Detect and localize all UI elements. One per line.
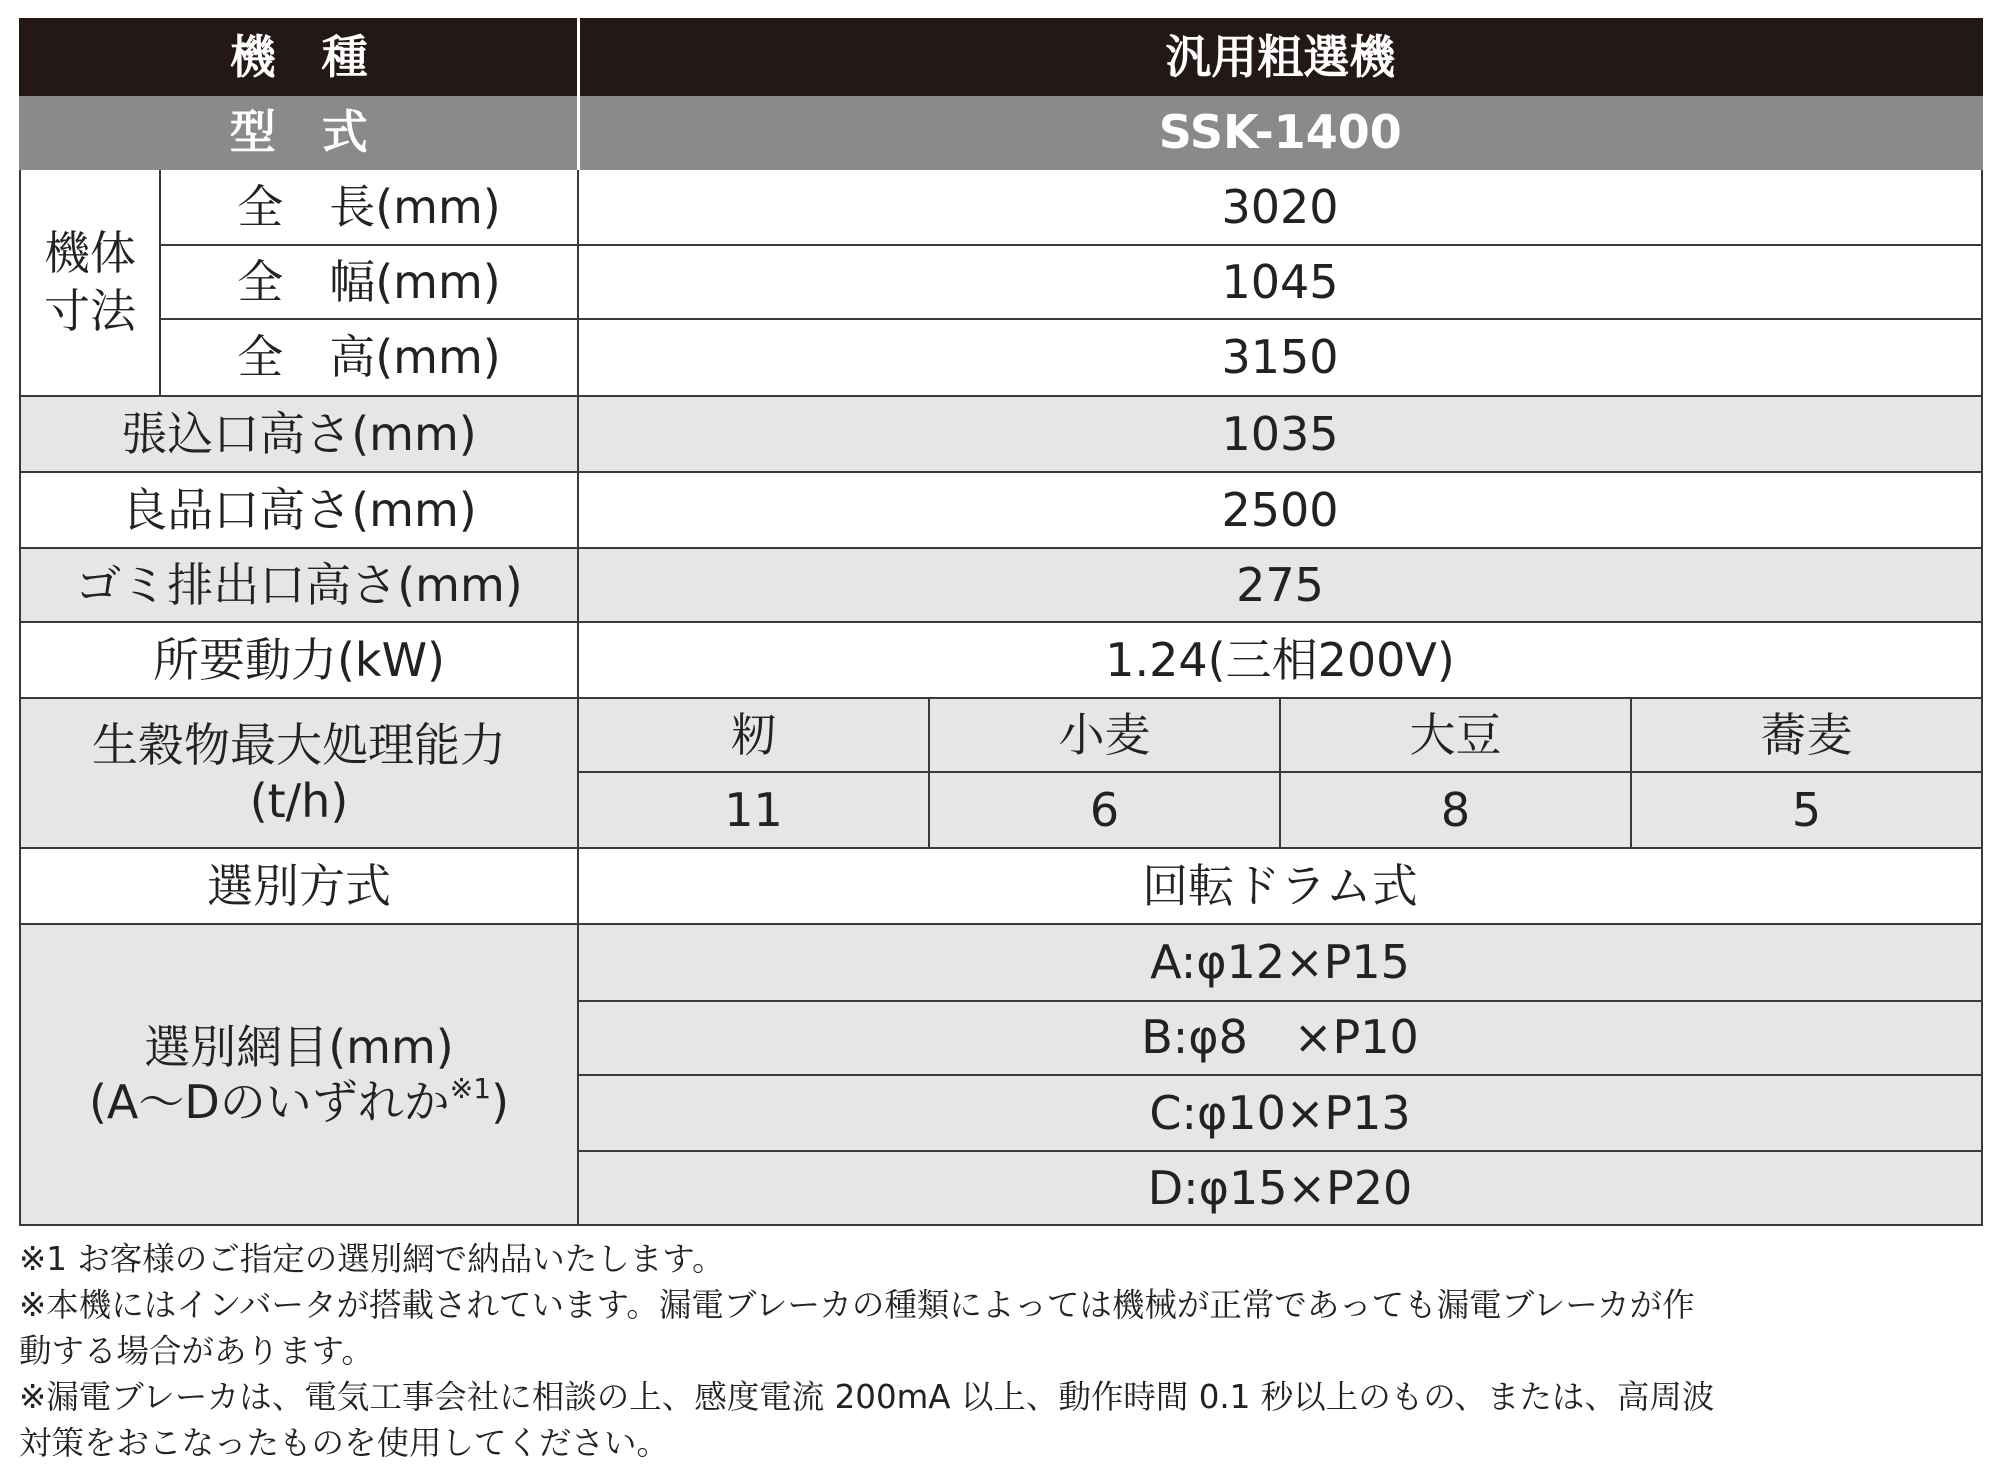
footnote: ※漏電ブレーカは、電気工事会社に相談の上、感度電流 200mA 以上、動作時間 0.1 秒以上のもの、または、高周波: [19, 1378, 1715, 1416]
spec-table: [19, 18, 1983, 1226]
crop-name: 籾: [578, 698, 929, 772]
spec-label: 選別方式: [20, 848, 578, 924]
spec-value: 2500: [578, 472, 1982, 548]
dimension-value: 1045: [578, 245, 1982, 319]
crop-capacity-value: 11: [578, 772, 929, 848]
dimension-group-label: 機体寸法: [20, 169, 160, 395]
dimension-row-length: [20, 169, 1982, 245]
footnote: 対策をおこなったものを使用してください。: [19, 1424, 670, 1462]
capacity-label: 生穀物最大処理能力 (t/h): [20, 698, 578, 848]
crop-capacity-value: 5: [1631, 772, 1982, 848]
spec-value: 1035: [578, 396, 1982, 472]
footnote: ※本機にはインバータが搭載されています。漏電ブレーカの種類によっては機械が正常であっても漏電ブレーカが作: [19, 1286, 1695, 1324]
spec-row-power: [20, 622, 1982, 698]
crop-capacity-value: 8: [1280, 772, 1631, 848]
header-value-model: 汎用粗選機: [578, 19, 1982, 95]
header-value-type: SSK-1400: [578, 95, 1982, 169]
mesh-option: A:φ12×P15: [578, 924, 1982, 1000]
dimension-row-width: [20, 245, 1982, 319]
header-row-model: [20, 19, 1982, 95]
dimension-label: 全 高(mm): [160, 319, 578, 395]
dimension-row-height: [20, 319, 1982, 395]
mesh-row-a: [20, 924, 1982, 1000]
spec-label: 良品口高さ(mm): [20, 472, 578, 548]
mesh-option: B:φ8 ×P10: [578, 1001, 1982, 1075]
spec-row-good-outlet-height: [20, 472, 1982, 548]
spec-label: 所要動力(kW): [20, 622, 578, 698]
spec-value: 1.24(三相200V): [578, 622, 1982, 698]
spec-value: 275: [578, 548, 1982, 622]
header-label-model: 機 種: [20, 19, 578, 95]
dimension-value: 3150: [578, 319, 1982, 395]
header-row-type: [20, 95, 1982, 169]
spec-label: ゴミ排出口高さ(mm): [20, 548, 578, 622]
crop-capacity-value: 6: [929, 772, 1280, 848]
crop-name: 蕎麦: [1631, 698, 1982, 772]
dimension-value: 3020: [578, 169, 1982, 245]
dimension-label: 全 長(mm): [160, 169, 578, 245]
spec-label: 張込口高さ(mm): [20, 396, 578, 472]
header-label-type: 型 式: [20, 95, 578, 169]
spec-row-inlet-height: [20, 396, 1982, 472]
dimension-label: 全 幅(mm): [160, 245, 578, 319]
spec-value: 回転ドラム式: [578, 848, 1982, 924]
capacity-row-crops: [20, 698, 1982, 772]
crop-name: 小麦: [929, 698, 1280, 772]
spec-row-method: [20, 848, 1982, 924]
spec-row-waste-outlet-height: [20, 548, 1982, 622]
footnote: 動する場合があります。: [19, 1332, 374, 1370]
crop-name: 大豆: [1280, 698, 1631, 772]
footnote: ※1 お客様のご指定の選別網で納品いたします。: [19, 1240, 725, 1278]
footnotes: [19, 1236, 1981, 1466]
mesh-option: C:φ10×P13: [578, 1075, 1982, 1151]
mesh-label: 選別網目(mm) (A～Dのいずれか$^{※1}$): [20, 924, 578, 1225]
mesh-option: D:φ15×P20: [578, 1151, 1982, 1225]
